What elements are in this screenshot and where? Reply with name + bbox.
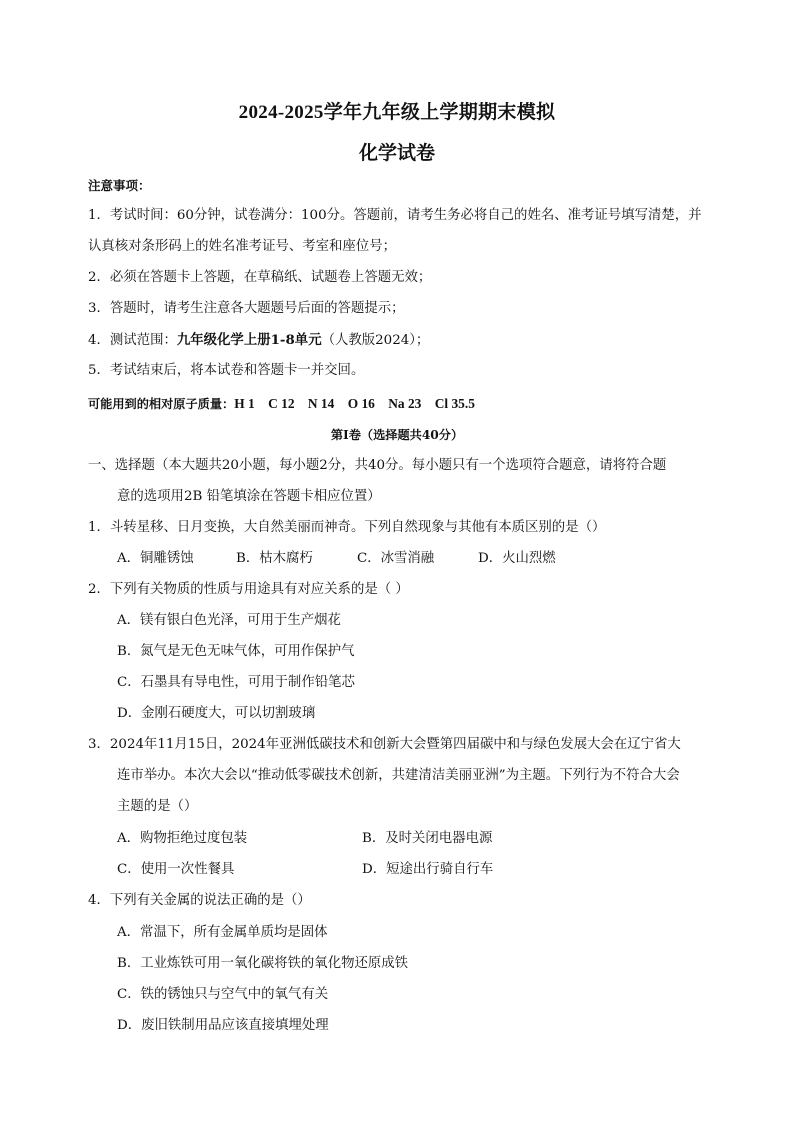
note-item-5: 5．考试结束后，将本试卷和答题卡一并交回。	[88, 363, 365, 378]
question-3-stem-3: 主题的是（）	[117, 799, 198, 814]
question-3-stem-1: 3．2024年11月15日，2024年亚洲低碳技术和创新大会暨第四届碳中和与绿色发展大会在辽宁省大	[88, 737, 681, 752]
question-4-option-c: C．铁的锈蚀只与空气中的氧气有关	[117, 987, 329, 1002]
question-4-option-a: A．常温下，所有金属单质均是固体	[117, 925, 328, 940]
notes-heading: 注意事项：	[88, 178, 151, 193]
section-title: 第Ⅰ卷（选择题共40分）	[330, 428, 464, 442]
question-2-option-c: C．石墨具有导电性，可用于制作铅笔芯	[117, 675, 355, 690]
question-4-option-b: B．工业炼铁可用一氧化碳将铁的氧化物还原成铁	[117, 956, 409, 971]
atomic-mass-label: 可能用到的相对原子质量：	[88, 397, 235, 411]
question-4-stem: 4．下列有关金属的说法正确的是（）	[88, 893, 311, 908]
question-2-option-b: B．氮气是无色无味气体，可用作保护气	[117, 644, 355, 659]
note-item-1: 1．考试时间：60分钟，试卷满分：100分。答题前，请考生务必将自己的姓名、准考证号填写清楚，并	[88, 208, 702, 223]
note-item-4-label: 4．测试范围：	[88, 333, 177, 348]
question-3-option-d: D．短途出行骑自行车	[362, 862, 494, 877]
question-3-option-b: B．及时关闭电器电源	[362, 831, 493, 846]
question-3-stem-2: 连市举办。本次大会以“推动低零碳技术创新，共建清洁美丽亚洲”为主题。下列行为不符合大会	[117, 768, 680, 783]
note-item-1-cont: 认真核对条形码上的姓名准考证号、考室和座位号；	[88, 239, 396, 254]
question-1-option-c: C．冰雪消融	[357, 551, 435, 566]
question-1-option-b: B．枯木腐朽	[236, 551, 313, 566]
section-intro-2: 意的选项用2B 铅笔填涂在答题卡相应位置）	[117, 489, 381, 504]
question-2-option-a: A．镁有银白色光泽，可用于生产烟花	[117, 613, 341, 628]
note-item-2: 2．必须在答题卡上答题，在草稿纸、试题卷上答题无效；	[88, 270, 432, 285]
note-item-4-scope: 九年级化学上册1-8单元	[176, 332, 322, 348]
question-1-option-a: A．铜雕锈蚀	[117, 551, 194, 566]
exam-subtitle: 化学试卷	[358, 142, 435, 164]
note-item-4-edition: （人教版2024）；	[321, 333, 430, 348]
atomic-mass-values: H 1 C 12 N 14 O 16 Na 23 Cl 35.5	[234, 396, 475, 411]
question-2-stem: 2．下列有关物质的性质与用途具有对应关系的是（ ）	[88, 582, 409, 597]
question-3-option-a: A．购物拒绝过度包装	[117, 831, 248, 846]
section-intro-1: 一、选择题（本大题共20小题，每小题2分，共40分。每小题只有一个选项符合题意，请将符合题	[88, 458, 667, 473]
question-4-option-d: D．废旧铁制用品应该直接填埋处理	[117, 1018, 329, 1033]
note-item-3: 3．答题时，请考生注意各大题题号后面的答题提示；	[88, 301, 405, 316]
question-1-stem: 1．斗转星移、日月变换，大自然美丽而神奇。下列自然现象与其他有本质区别的是（）	[88, 520, 606, 535]
note-item-4	[88, 330, 429, 351]
question-2-option-d: D．金刚石硬度大，可以切割玻璃	[117, 706, 316, 721]
question-1-option-d: D．火山烈燃	[478, 551, 556, 566]
exam-title: 2024-2025学年九年级上学期期末模拟	[238, 102, 556, 123]
atomic-mass-line	[88, 394, 475, 414]
question-3-option-c: C．使用一次性餐具	[117, 862, 235, 877]
